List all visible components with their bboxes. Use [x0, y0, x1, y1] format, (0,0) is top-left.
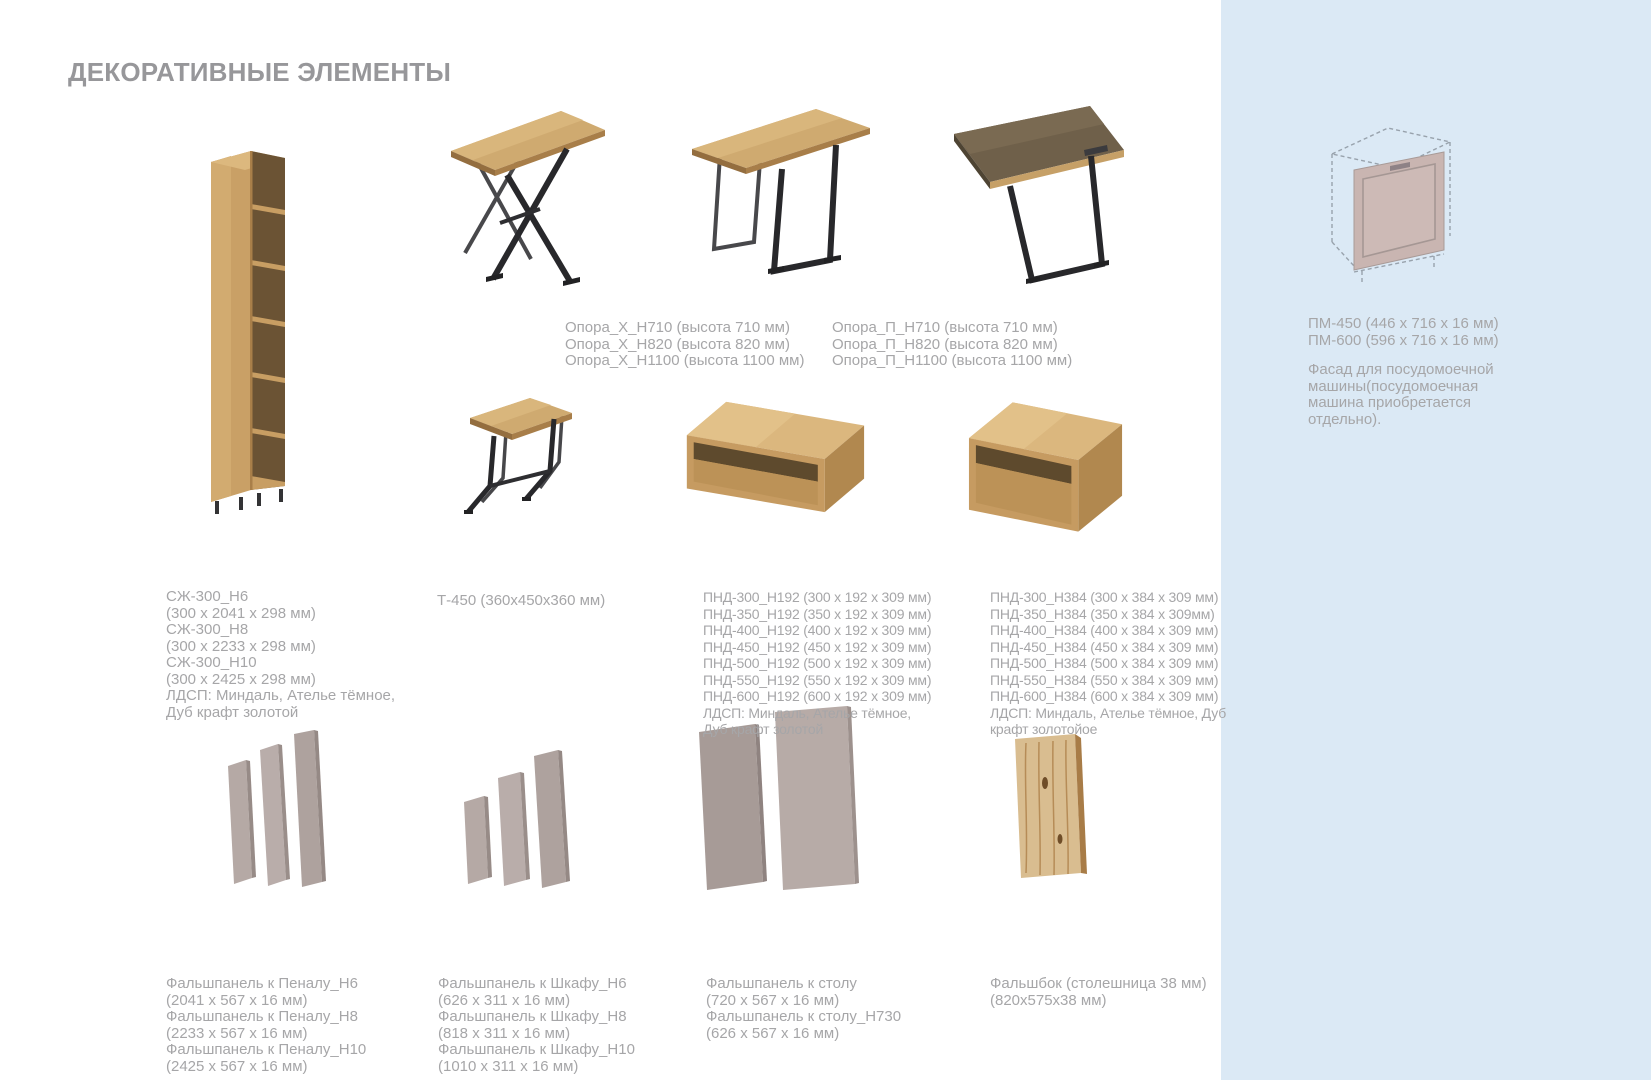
- caption-line: ЛДСП: Миндаль, Ателье тёмное,: [166, 687, 396, 704]
- caption-line: отдельно).: [1308, 410, 1382, 428]
- caption-line: крафт золотойое: [990, 721, 1098, 737]
- caption-line: Фальшпанель к Пеналу_Н6: [166, 975, 358, 992]
- illustration-opora-x-table: [443, 103, 613, 295]
- illustration-folding-table: [944, 98, 1136, 293]
- caption-falshbok: [990, 976, 1207, 1009]
- caption-line: ЛДСП: Миндаль, Ателье тёмное, Дуб: [990, 704, 1227, 721]
- caption-line: Опора_X_H710 (высота 710 мм): [565, 319, 790, 336]
- page-title: ДЕКОРАТИВНЫЕ ЭЛЕМЕНТЫ: [68, 57, 452, 87]
- caption-line: Опора_X_H820 (высота 820 мм): [565, 335, 790, 353]
- caption-line: Фальшбок (столешница 38 мм): [990, 975, 1207, 992]
- caption-line: (820х575х38 мм): [990, 991, 1107, 1009]
- caption-line: СЖ-300_Н8: [166, 621, 249, 638]
- caption-line: (300 х 2041 х 298 мм): [166, 604, 316, 622]
- caption-pnd192: [703, 589, 931, 738]
- caption-line: Опора_X_H1100 (высота 1100 мм): [565, 352, 805, 369]
- illustration-falshbok-panel: [1003, 731, 1099, 885]
- caption-line: Дуб крафт золотой: [166, 703, 299, 721]
- caption-line: ПНД-550_Н384 (550 х 384 х 309 мм): [990, 671, 1219, 688]
- caption-line: Опора_П_Н820 (высота 820 мм): [832, 335, 1058, 353]
- caption-line: (300 х 2233 х 298 мм): [166, 637, 316, 655]
- caption-line: Фальшпанель к Шкафу_Н8: [438, 1008, 627, 1025]
- caption-pm-note: [1308, 362, 1538, 428]
- caption-line: (2425 х 567 х 16 мм): [166, 1057, 308, 1075]
- caption-line: ПНД-400_Н192 (400 х 192 х 309 мм): [703, 622, 932, 638]
- caption-line: (2233 х 567 х 16 мм): [166, 1024, 308, 1042]
- caption-line: Фальшпанель к столу_Н730: [706, 1008, 902, 1025]
- caption-pnd384: [990, 589, 1226, 738]
- caption-line: ПНД-300_Н192 (300 х 192 х 309 мм): [703, 589, 932, 605]
- caption-line: Фальшпанель к Пеналу_Н8: [166, 1008, 358, 1025]
- illustration-t450-table: [454, 388, 586, 530]
- illustration-pnd384-box: [961, 388, 1135, 538]
- caption-line: Фальшпанель к Шкафу_Н10: [438, 1041, 635, 1058]
- caption-falsh-penal: [166, 976, 366, 1075]
- caption-line: ПНД-550_Н192 (550 х 192 х 309 мм): [703, 671, 932, 688]
- caption-line: машины(посудомоечная: [1308, 377, 1479, 395]
- caption-line: ПНД-600_Н384 (600 х 384 х 309 мм): [990, 688, 1219, 704]
- caption-sj300: [166, 589, 395, 721]
- caption-line: (626 х 567 х 16 мм): [706, 1024, 840, 1042]
- caption-line: ПНД-500_Н384 (500 х 384 х 309 мм): [990, 655, 1219, 671]
- caption-falsh-shkaf: [438, 976, 635, 1075]
- caption-line: (300 х 2425 х 298 мм): [166, 670, 316, 688]
- caption-line: Фасад для посудомоечной: [1308, 361, 1494, 378]
- caption-line: ПМ-450 (446 х 716 х 16 мм): [1308, 315, 1499, 332]
- caption-line: Фальшпанель к Шкафу_Н6: [438, 975, 627, 992]
- caption-line: ПНД-450_Н384 (450 х 384 х 309 мм): [990, 638, 1219, 655]
- illustration-falsh-shkaf-panels: [458, 750, 582, 894]
- caption-line: Опора_П_Н1100 (высота 1100 мм): [832, 352, 1073, 369]
- caption-line: ПНД-350_Н384 (350 х 384 х 309мм): [990, 605, 1215, 622]
- caption-line: (626 х 311 х 16 мм): [438, 991, 571, 1009]
- illustration-pnd192-box: [676, 390, 870, 520]
- caption-opora-x: [565, 320, 804, 370]
- illustration-dishwasher-facade: [1316, 116, 1466, 308]
- caption-pm: [1308, 316, 1499, 349]
- caption-line: Фальшпанель к столу: [706, 975, 857, 992]
- illustration-opora-p-table: [684, 103, 876, 288]
- caption-line: ПНД-500_Н192 (500 х 192 х 309 мм): [703, 655, 932, 671]
- caption-line: ПНД-300_Н384 (300 х 384 х 309 мм): [990, 589, 1219, 605]
- caption-line: ПМ-600 (596 х 716 х 16 мм): [1308, 331, 1499, 349]
- caption-line: ПНД-600_Н192 (600 х 192 х 309 мм): [703, 688, 932, 704]
- caption-opora-p: [832, 320, 1072, 370]
- caption-line: СЖ-300_Н6: [166, 588, 249, 605]
- caption-t450: [437, 593, 605, 610]
- caption-line: ПНД-400_Н384 (400 х 384 х 309 мм): [990, 622, 1219, 638]
- caption-line: ПНД-450_Н192 (450 х 192 х 309 мм): [703, 638, 932, 655]
- illustration-falsh-penal-panels: [220, 730, 332, 908]
- caption-line: ПНД-350_Н192 (350 х 192 х 309 мм): [703, 605, 932, 622]
- caption-line: Опора_П_Н710 (высота 710 мм): [832, 319, 1058, 336]
- caption-line: Дуб крафт золотой: [703, 721, 824, 737]
- caption-line: Т-450 (360х450х360 мм): [437, 592, 606, 609]
- caption-line: (818 х 311 х 16 мм): [438, 1024, 571, 1042]
- caption-line: (2041 х 567 х 16 мм): [166, 991, 308, 1009]
- caption-line: машина приобретается: [1308, 394, 1472, 411]
- caption-line: Фальшпанель к Пеналу_Н10: [166, 1041, 367, 1058]
- caption-line: (1010 х 311 х 16 мм): [438, 1057, 579, 1075]
- caption-falsh-stol: [706, 976, 901, 1042]
- caption-line: ЛДСП: Миндаль, Ателье тёмное,: [703, 704, 911, 721]
- illustration-sj300-tall-shelf: [197, 146, 297, 518]
- caption-line: СЖ-300_Н10: [166, 654, 257, 671]
- caption-line: (720 х 567 х 16 мм): [706, 991, 840, 1009]
